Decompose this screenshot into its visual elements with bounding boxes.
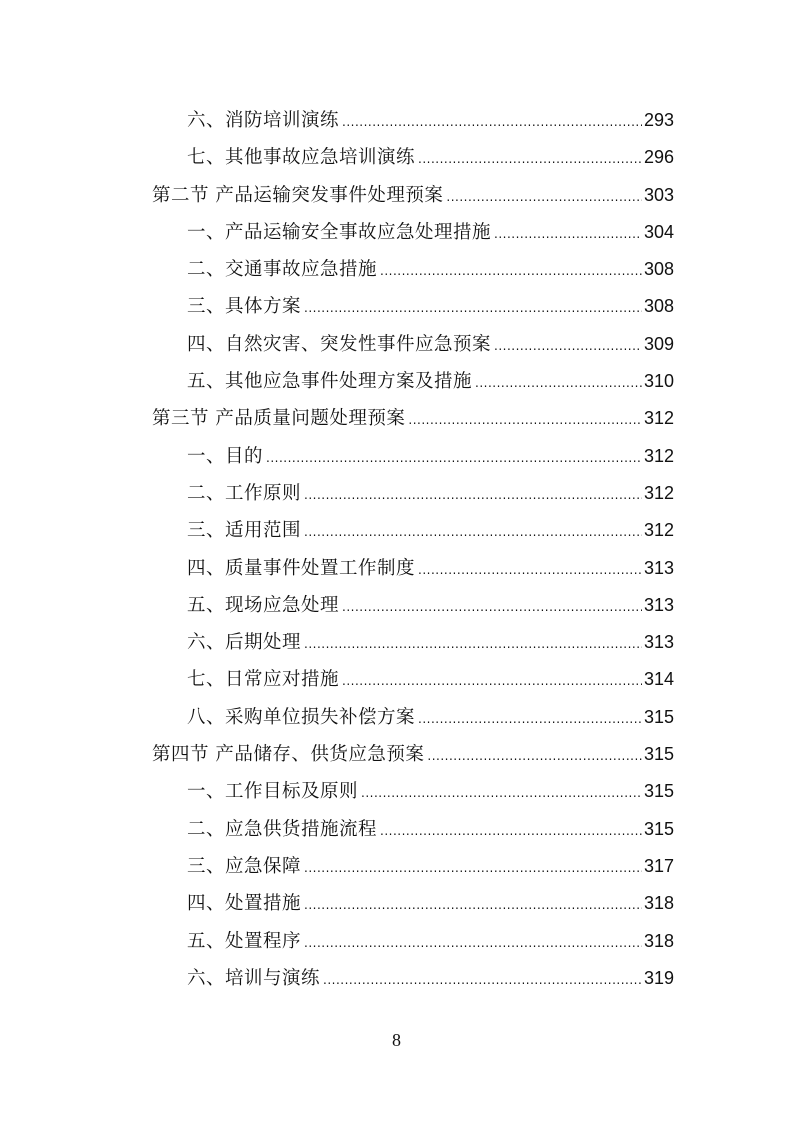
- toc-dot-leader: [475, 365, 642, 402]
- toc-entry-page: 318: [643, 930, 674, 951]
- toc-entry[interactable]: [152, 848, 674, 885]
- toc-entry[interactable]: [152, 811, 674, 848]
- toc-entry-title: 二、应急供货措施流程: [187, 818, 378, 840]
- toc-dot-leader: [408, 402, 642, 439]
- toc-entry-title: 三、应急保障: [187, 855, 302, 877]
- toc-entry[interactable]: [152, 773, 674, 810]
- toc-dot-leader: [380, 253, 642, 290]
- toc-entry[interactable]: [152, 624, 674, 661]
- toc-dot-leader: [323, 962, 642, 999]
- toc-entry-title: 一、工作目标及原则: [187, 781, 359, 803]
- toc-entry[interactable]: [152, 512, 674, 549]
- toc-entry[interactable]: [152, 214, 674, 251]
- toc-entry-page: 313: [643, 594, 674, 615]
- toc-dot-leader: [418, 141, 642, 178]
- toc-entry-title: 六、后期处理: [187, 632, 302, 654]
- toc-entry-page: 315: [643, 744, 674, 765]
- toc-dot-leader: [304, 514, 642, 551]
- toc-entry-page: 319: [643, 967, 674, 988]
- toc-entry-title: 二、交通事故应急措施: [187, 259, 378, 281]
- toc-entry-title: 二、工作原则: [187, 482, 302, 504]
- toc-dot-leader: [304, 850, 642, 887]
- toc-entry-page: 318: [643, 893, 674, 914]
- toc-entry[interactable]: [152, 475, 674, 512]
- toc-entry[interactable]: [152, 288, 674, 325]
- toc-entry[interactable]: [152, 960, 674, 997]
- toc-entry[interactable]: [152, 885, 674, 922]
- toc-entry-page: 312: [643, 482, 674, 503]
- toc-entry-title: 一、目的: [187, 445, 264, 467]
- toc-dot-leader: [446, 179, 642, 216]
- toc-entry-page: 296: [643, 147, 674, 168]
- toc-dot-leader: [342, 589, 642, 626]
- toc-entry-page: 304: [643, 221, 674, 242]
- toc-entry[interactable]: [152, 661, 674, 698]
- toc-entry-page: 308: [643, 259, 674, 280]
- toc-entry-title: 三、具体方案: [187, 296, 302, 318]
- toc-dot-leader: [304, 887, 642, 924]
- toc-dot-leader: [361, 775, 642, 812]
- toc-entry-page: 310: [643, 371, 674, 392]
- toc-dot-leader: [304, 925, 642, 962]
- toc-entry-title: 五、其他应急事件处理方案及措施: [187, 371, 473, 393]
- toc-dot-leader: [427, 738, 642, 775]
- toc-dot-leader: [342, 104, 642, 141]
- toc-entry-page: 312: [643, 520, 674, 541]
- toc-entry-page: 312: [643, 445, 674, 466]
- toc-entry-title: 四、质量事件处置工作制度: [187, 557, 416, 579]
- toc-entry[interactable]: [152, 736, 674, 773]
- toc-dot-leader: [418, 552, 642, 589]
- table-of-contents: [152, 102, 674, 997]
- toc-entry-page: 309: [643, 333, 674, 354]
- toc-entry[interactable]: [152, 177, 674, 214]
- toc-entry-title: 第四节 产品储存、供货应急预案: [152, 744, 425, 766]
- toc-entry[interactable]: [152, 699, 674, 736]
- toc-dot-leader: [494, 216, 642, 253]
- toc-entry[interactable]: [152, 400, 674, 437]
- toc-entry-page: 315: [643, 818, 674, 839]
- toc-entry-title: 四、处置措施: [187, 893, 302, 915]
- toc-entry-title: 第三节 产品质量问题处理预案: [152, 408, 406, 430]
- toc-entry-page: 312: [643, 408, 674, 429]
- toc-entry[interactable]: [152, 550, 674, 587]
- toc-entry-page: 317: [643, 855, 674, 876]
- toc-entry-title: 八、采购单位损失补偿方案: [187, 706, 416, 728]
- toc-dot-leader: [380, 813, 642, 850]
- toc-entry[interactable]: [152, 923, 674, 960]
- toc-entry-title: 四、自然灾害、突发性事件应急预案: [187, 333, 492, 355]
- toc-entry-title: 六、培训与演练: [187, 967, 321, 989]
- toc-dot-leader: [494, 328, 642, 365]
- toc-entry[interactable]: [152, 251, 674, 288]
- toc-entry[interactable]: [152, 363, 674, 400]
- toc-dot-leader: [304, 626, 642, 663]
- page-number: 8: [392, 1030, 401, 1050]
- toc-entry-page: 313: [643, 557, 674, 578]
- toc-entry-title: 五、处置程序: [187, 930, 302, 952]
- toc-entry-page: 293: [643, 110, 674, 130]
- toc-entry[interactable]: [152, 438, 674, 475]
- toc-entry-title: 七、日常应对措施: [187, 669, 340, 691]
- toc-entry-page: 315: [643, 781, 674, 802]
- toc-entry-title: 第二节 产品运输突发事件处理预案: [152, 184, 444, 206]
- toc-entry[interactable]: [152, 102, 674, 139]
- toc-entry-page: 303: [643, 184, 674, 205]
- toc-entry-page: 314: [643, 669, 674, 690]
- toc-dot-leader: [266, 440, 642, 477]
- toc-dot-leader: [304, 477, 642, 514]
- toc-entry-title: 一、产品运输安全事故应急处理措施: [187, 221, 492, 243]
- toc-dot-leader: [418, 701, 642, 738]
- toc-entry-page: 308: [643, 296, 674, 317]
- toc-entry-page: 315: [643, 706, 674, 727]
- toc-entry-title: 七、其他事故应急培训演练: [187, 147, 416, 169]
- toc-dot-leader: [342, 663, 642, 700]
- toc-dot-leader: [304, 290, 642, 327]
- toc-entry[interactable]: [152, 139, 674, 176]
- toc-entry[interactable]: [152, 326, 674, 363]
- toc-entry-title: 五、现场应急处理: [187, 594, 340, 616]
- toc-entry-title: 三、适用范围: [187, 520, 302, 542]
- toc-entry-title: 六、消防培训演练: [187, 110, 340, 131]
- toc-entry[interactable]: [152, 587, 674, 624]
- toc-entry-page: 313: [643, 632, 674, 653]
